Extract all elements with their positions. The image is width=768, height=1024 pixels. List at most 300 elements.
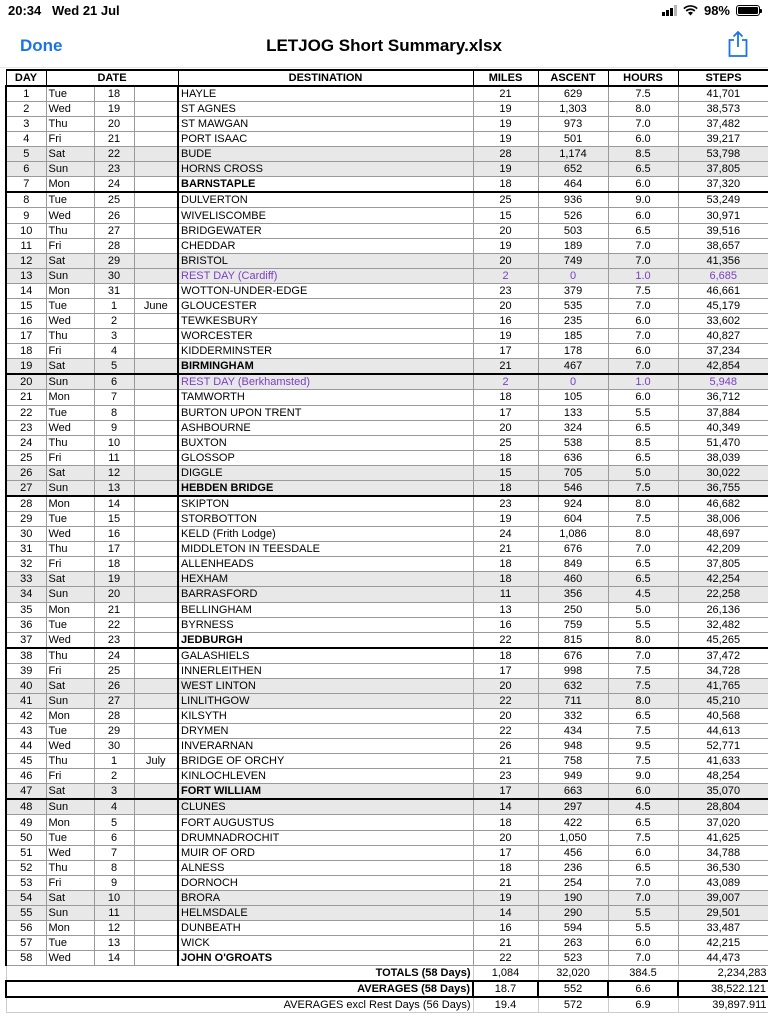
cell-miles[interactable]: 19: [473, 890, 538, 905]
cell-day[interactable]: 25: [6, 450, 46, 465]
cell-destination[interactable]: FORT WILLIAM: [178, 784, 473, 800]
cell-ascent[interactable]: 604: [538, 511, 608, 526]
cell-miles[interactable]: 22: [473, 724, 538, 739]
cell-steps[interactable]: 44,473: [678, 951, 768, 966]
cell-weekday[interactable]: Sun: [46, 480, 94, 496]
cell-ascent[interactable]: 105: [538, 390, 608, 405]
cell-miles[interactable]: 17: [473, 663, 538, 678]
cell-steps[interactable]: 45,179: [678, 299, 768, 314]
cell-month[interactable]: [134, 132, 178, 147]
cell-weekday[interactable]: Wed: [46, 314, 94, 329]
cell-destination[interactable]: SKIPTON: [178, 496, 473, 512]
cell-weekday[interactable]: Fri: [46, 875, 94, 890]
cell-miles[interactable]: 18: [473, 390, 538, 405]
cell-month[interactable]: [134, 845, 178, 860]
cell-miles[interactable]: 23: [473, 496, 538, 512]
header-destination[interactable]: DESTINATION: [178, 70, 473, 86]
cell-hours[interactable]: 6.0: [608, 936, 678, 951]
cell-ascent[interactable]: 815: [538, 632, 608, 648]
cell-date[interactable]: 16: [94, 527, 134, 542]
cell-weekday[interactable]: Wed: [46, 739, 94, 754]
cell-destination[interactable]: CHEDDAR: [178, 238, 473, 253]
cell-miles[interactable]: 20: [473, 223, 538, 238]
cell-miles[interactable]: 19: [473, 132, 538, 147]
cell-hours[interactable]: 7.0: [608, 951, 678, 966]
cell-weekday[interactable]: Tue: [46, 511, 94, 526]
cell-month[interactable]: [134, 496, 178, 512]
cell-miles[interactable]: 18: [473, 480, 538, 496]
cell-ascent[interactable]: 501: [538, 132, 608, 147]
cell-month[interactable]: [134, 405, 178, 420]
cell-day[interactable]: 40: [6, 678, 46, 693]
cell-hours[interactable]: 7.0: [608, 253, 678, 268]
cell-steps[interactable]: 44,613: [678, 724, 768, 739]
cell-day[interactable]: 50: [6, 830, 46, 845]
cell-weekday[interactable]: Tue: [46, 192, 94, 208]
cell-destination[interactable]: BUXTON: [178, 435, 473, 450]
cell-date[interactable]: 21: [94, 132, 134, 147]
cell-weekday[interactable]: Mon: [46, 709, 94, 724]
cell-ascent[interactable]: 1,086: [538, 527, 608, 542]
cell-date[interactable]: 11: [94, 906, 134, 921]
cell-hours[interactable]: 8.5: [608, 147, 678, 162]
cell-ascent[interactable]: 632: [538, 678, 608, 693]
cell-miles[interactable]: 16: [473, 617, 538, 632]
cell-date[interactable]: 8: [94, 405, 134, 420]
cell-day[interactable]: 12: [6, 253, 46, 268]
cell-destination[interactable]: KINLOCHLEVEN: [178, 769, 473, 784]
cell-steps[interactable]: 39,217: [678, 132, 768, 147]
cell-weekday[interactable]: Sat: [46, 147, 94, 162]
cell-steps[interactable]: 36,530: [678, 860, 768, 875]
cell-destination[interactable]: INNERLEITHEN: [178, 663, 473, 678]
cell-hours[interactable]: 7.5: [608, 663, 678, 678]
cell-miles[interactable]: 16: [473, 314, 538, 329]
cell-destination[interactable]: ST AGNES: [178, 102, 473, 117]
cell-hours[interactable]: 7.0: [608, 117, 678, 132]
cell-date[interactable]: 24: [94, 177, 134, 193]
cell-steps[interactable]: 42,215: [678, 936, 768, 951]
cell-ascent[interactable]: 503: [538, 223, 608, 238]
cell-steps[interactable]: 48,697: [678, 527, 768, 542]
cell-month[interactable]: [134, 268, 178, 283]
cell-date[interactable]: 6: [94, 374, 134, 390]
cell-month[interactable]: [134, 678, 178, 693]
cell-destination[interactable]: HEXHAM: [178, 572, 473, 587]
summary-steps[interactable]: 2,234,283: [678, 966, 768, 982]
cell-month[interactable]: [134, 663, 178, 678]
cell-date[interactable]: 12: [94, 465, 134, 480]
cell-day[interactable]: 37: [6, 632, 46, 648]
cell-weekday[interactable]: Wed: [46, 632, 94, 648]
cell-miles[interactable]: 13: [473, 602, 538, 617]
cell-day[interactable]: 20: [6, 374, 46, 390]
cell-weekday[interactable]: Mon: [46, 390, 94, 405]
cell-ascent[interactable]: 676: [538, 542, 608, 557]
cell-weekday[interactable]: Fri: [46, 344, 94, 359]
cell-hours[interactable]: 6.5: [608, 815, 678, 830]
cell-day[interactable]: 54: [6, 890, 46, 905]
cell-weekday[interactable]: Sun: [46, 906, 94, 921]
cell-ascent[interactable]: 663: [538, 784, 608, 800]
cell-destination[interactable]: LINLITHGOW: [178, 693, 473, 708]
cell-month[interactable]: [134, 693, 178, 708]
cell-weekday[interactable]: Tue: [46, 86, 94, 102]
cell-month[interactable]: [134, 208, 178, 223]
cell-steps[interactable]: 48,254: [678, 769, 768, 784]
cell-ascent[interactable]: 379: [538, 283, 608, 298]
cell-steps[interactable]: 36,755: [678, 480, 768, 496]
cell-hours[interactable]: 7.5: [608, 830, 678, 845]
cell-ascent[interactable]: 546: [538, 480, 608, 496]
cell-hours[interactable]: 8.0: [608, 693, 678, 708]
cell-hours[interactable]: 6.5: [608, 223, 678, 238]
cell-hours[interactable]: 9.0: [608, 192, 678, 208]
cell-day[interactable]: 34: [6, 587, 46, 602]
cell-destination[interactable]: FORT AUGUSTUS: [178, 815, 473, 830]
cell-ascent[interactable]: 0: [538, 374, 608, 390]
cell-steps[interactable]: 43,089: [678, 875, 768, 890]
cell-hours[interactable]: 6.0: [608, 845, 678, 860]
cell-weekday[interactable]: Thu: [46, 329, 94, 344]
cell-ascent[interactable]: 190: [538, 890, 608, 905]
cell-steps[interactable]: 45,210: [678, 693, 768, 708]
cell-weekday[interactable]: Wed: [46, 951, 94, 966]
cell-miles[interactable]: 16: [473, 921, 538, 936]
cell-destination[interactable]: ALLENHEADS: [178, 557, 473, 572]
cell-destination[interactable]: CLUNES: [178, 799, 473, 815]
cell-month[interactable]: [134, 830, 178, 845]
cell-steps[interactable]: 38,573: [678, 102, 768, 117]
cell-miles[interactable]: 14: [473, 906, 538, 921]
cell-day[interactable]: 30: [6, 527, 46, 542]
cell-ascent[interactable]: 629: [538, 86, 608, 102]
done-button[interactable]: Done: [20, 36, 63, 55]
cell-miles[interactable]: 2: [473, 374, 538, 390]
cell-miles[interactable]: 24: [473, 527, 538, 542]
cell-weekday[interactable]: Sat: [46, 890, 94, 905]
cell-month[interactable]: [134, 147, 178, 162]
cell-destination[interactable]: DORNOCH: [178, 875, 473, 890]
cell-ascent[interactable]: 356: [538, 587, 608, 602]
cell-ascent[interactable]: 297: [538, 799, 608, 815]
cell-ascent[interactable]: 250: [538, 602, 608, 617]
cell-miles[interactable]: 18: [473, 557, 538, 572]
cell-hours[interactable]: 5.0: [608, 602, 678, 617]
cell-date[interactable]: 27: [94, 693, 134, 708]
cell-ascent[interactable]: 324: [538, 420, 608, 435]
cell-day[interactable]: 7: [6, 177, 46, 193]
cell-month[interactable]: [134, 784, 178, 800]
cell-date[interactable]: 29: [94, 724, 134, 739]
cell-hours[interactable]: 6.5: [608, 572, 678, 587]
cell-day[interactable]: 14: [6, 283, 46, 298]
cell-destination[interactable]: HORNS CROSS: [178, 162, 473, 177]
cell-destination[interactable]: HAYLE: [178, 86, 473, 102]
cell-date[interactable]: 19: [94, 572, 134, 587]
cell-month[interactable]: [134, 815, 178, 830]
cell-day[interactable]: 4: [6, 132, 46, 147]
cell-day[interactable]: 53: [6, 875, 46, 890]
cell-day[interactable]: 48: [6, 799, 46, 815]
cell-month[interactable]: [134, 162, 178, 177]
cell-hours[interactable]: 7.0: [608, 329, 678, 344]
cell-weekday[interactable]: Fri: [46, 450, 94, 465]
cell-day[interactable]: 15: [6, 299, 46, 314]
cell-destination[interactable]: HEBDEN BRIDGE: [178, 480, 473, 496]
cell-weekday[interactable]: Mon: [46, 921, 94, 936]
cell-ascent[interactable]: 535: [538, 299, 608, 314]
cell-day[interactable]: 45: [6, 754, 46, 769]
cell-month[interactable]: [134, 420, 178, 435]
cell-steps[interactable]: 41,625: [678, 830, 768, 845]
cell-day[interactable]: 10: [6, 223, 46, 238]
cell-destination[interactable]: BURTON UPON TRENT: [178, 405, 473, 420]
cell-date[interactable]: 7: [94, 845, 134, 860]
cell-miles[interactable]: 20: [473, 253, 538, 268]
cell-miles[interactable]: 21: [473, 359, 538, 375]
cell-date[interactable]: 1: [94, 754, 134, 769]
cell-hours[interactable]: 7.0: [608, 890, 678, 905]
cell-day[interactable]: 31: [6, 542, 46, 557]
cell-miles[interactable]: 21: [473, 754, 538, 769]
cell-steps[interactable]: 37,805: [678, 557, 768, 572]
summary-miles[interactable]: 18.7: [473, 981, 538, 997]
cell-month[interactable]: [134, 921, 178, 936]
cell-day[interactable]: 16: [6, 314, 46, 329]
cell-day[interactable]: 41: [6, 693, 46, 708]
cell-destination[interactable]: GLOUCESTER: [178, 299, 473, 314]
cell-steps[interactable]: 39,007: [678, 890, 768, 905]
cell-month[interactable]: [134, 709, 178, 724]
cell-ascent[interactable]: 749: [538, 253, 608, 268]
cell-month[interactable]: [134, 511, 178, 526]
cell-ascent[interactable]: 189: [538, 238, 608, 253]
cell-hours[interactable]: 8.0: [608, 102, 678, 117]
cell-ascent[interactable]: 676: [538, 648, 608, 664]
cell-day[interactable]: 33: [6, 572, 46, 587]
cell-weekday[interactable]: Tue: [46, 405, 94, 420]
cell-date[interactable]: 21: [94, 602, 134, 617]
cell-month[interactable]: [134, 936, 178, 951]
cell-hours[interactable]: 7.5: [608, 754, 678, 769]
cell-month[interactable]: [134, 951, 178, 966]
cell-weekday[interactable]: Mon: [46, 177, 94, 193]
cell-day[interactable]: 42: [6, 709, 46, 724]
cell-steps[interactable]: 22,258: [678, 587, 768, 602]
cell-steps[interactable]: 28,804: [678, 799, 768, 815]
cell-miles[interactable]: 25: [473, 435, 538, 450]
cell-miles[interactable]: 17: [473, 845, 538, 860]
cell-hours[interactable]: 7.5: [608, 724, 678, 739]
cell-destination[interactable]: REST DAY (Cardiff): [178, 268, 473, 283]
cell-weekday[interactable]: Thu: [46, 117, 94, 132]
cell-miles[interactable]: 18: [473, 450, 538, 465]
cell-destination[interactable]: BRIDGEWATER: [178, 223, 473, 238]
cell-destination[interactable]: DULVERTON: [178, 192, 473, 208]
cell-hours[interactable]: 6.0: [608, 784, 678, 800]
cell-month[interactable]: [134, 602, 178, 617]
cell-day[interactable]: 17: [6, 329, 46, 344]
cell-hours[interactable]: 5.5: [608, 906, 678, 921]
cell-miles[interactable]: 17: [473, 344, 538, 359]
cell-ascent[interactable]: 464: [538, 177, 608, 193]
cell-date[interactable]: 18: [94, 86, 134, 102]
cell-miles[interactable]: 19: [473, 329, 538, 344]
cell-month[interactable]: [134, 102, 178, 117]
cell-miles[interactable]: 19: [473, 102, 538, 117]
cell-weekday[interactable]: Fri: [46, 132, 94, 147]
cell-month[interactable]: July: [134, 754, 178, 769]
cell-destination[interactable]: BRIDGE OF ORCHY: [178, 754, 473, 769]
cell-hours[interactable]: 7.0: [608, 238, 678, 253]
cell-date[interactable]: 23: [94, 162, 134, 177]
cell-weekday[interactable]: Sun: [46, 693, 94, 708]
cell-month[interactable]: [134, 875, 178, 890]
cell-date[interactable]: 10: [94, 890, 134, 905]
cell-day[interactable]: 19: [6, 359, 46, 375]
cell-month[interactable]: [134, 724, 178, 739]
cell-steps[interactable]: 6,685: [678, 268, 768, 283]
cell-date[interactable]: 28: [94, 238, 134, 253]
cell-date[interactable]: 20: [94, 117, 134, 132]
summary-steps[interactable]: 38,522.121: [678, 981, 768, 997]
cell-month[interactable]: [134, 374, 178, 390]
cell-steps[interactable]: 37,482: [678, 117, 768, 132]
cell-hours[interactable]: 7.0: [608, 299, 678, 314]
cell-date[interactable]: 9: [94, 875, 134, 890]
cell-steps[interactable]: 37,234: [678, 344, 768, 359]
cell-month[interactable]: [134, 192, 178, 208]
cell-steps[interactable]: 45,265: [678, 632, 768, 648]
cell-steps[interactable]: 41,701: [678, 86, 768, 102]
cell-month[interactable]: [134, 450, 178, 465]
cell-day[interactable]: 36: [6, 617, 46, 632]
cell-steps[interactable]: 51,470: [678, 435, 768, 450]
cell-date[interactable]: 8: [94, 860, 134, 875]
cell-steps[interactable]: 36,712: [678, 390, 768, 405]
cell-steps[interactable]: 37,020: [678, 815, 768, 830]
cell-date[interactable]: 19: [94, 102, 134, 117]
cell-destination[interactable]: REST DAY (Berkhamsted): [178, 374, 473, 390]
summary-label[interactable]: AVERAGES excl Rest Days (56 Days): [6, 997, 473, 1013]
cell-ascent[interactable]: 594: [538, 921, 608, 936]
cell-hours[interactable]: 6.0: [608, 390, 678, 405]
cell-steps[interactable]: 37,805: [678, 162, 768, 177]
cell-weekday[interactable]: Sun: [46, 799, 94, 815]
cell-weekday[interactable]: Tue: [46, 936, 94, 951]
cell-ascent[interactable]: 652: [538, 162, 608, 177]
cell-miles[interactable]: 2: [473, 268, 538, 283]
cell-ascent[interactable]: 1,050: [538, 830, 608, 845]
cell-month[interactable]: [134, 799, 178, 815]
cell-steps[interactable]: 40,568: [678, 709, 768, 724]
cell-miles[interactable]: 15: [473, 465, 538, 480]
cell-miles[interactable]: 11: [473, 587, 538, 602]
cell-date[interactable]: 27: [94, 223, 134, 238]
cell-date[interactable]: 24: [94, 648, 134, 664]
cell-ascent[interactable]: 759: [538, 617, 608, 632]
cell-destination[interactable]: JEDBURGH: [178, 632, 473, 648]
cell-miles[interactable]: 19: [473, 511, 538, 526]
cell-date[interactable]: 4: [94, 799, 134, 815]
cell-steps[interactable]: 37,472: [678, 648, 768, 664]
cell-ascent[interactable]: 185: [538, 329, 608, 344]
cell-month[interactable]: [134, 890, 178, 905]
cell-day[interactable]: 28: [6, 496, 46, 512]
cell-hours[interactable]: 5.5: [608, 405, 678, 420]
cell-hours[interactable]: 7.5: [608, 283, 678, 298]
cell-day[interactable]: 43: [6, 724, 46, 739]
cell-ascent[interactable]: 290: [538, 906, 608, 921]
cell-weekday[interactable]: Tue: [46, 724, 94, 739]
cell-miles[interactable]: 20: [473, 299, 538, 314]
summary-hours[interactable]: 6.9: [608, 997, 678, 1013]
cell-steps[interactable]: 30,971: [678, 208, 768, 223]
cell-date[interactable]: 5: [94, 815, 134, 830]
cell-ascent[interactable]: 456: [538, 845, 608, 860]
cell-steps[interactable]: 37,320: [678, 177, 768, 193]
cell-miles[interactable]: 21: [473, 875, 538, 890]
cell-day[interactable]: 38: [6, 648, 46, 664]
cell-steps[interactable]: 37,884: [678, 405, 768, 420]
cell-day[interactable]: 23: [6, 420, 46, 435]
cell-ascent[interactable]: 1,174: [538, 147, 608, 162]
cell-day[interactable]: 51: [6, 845, 46, 860]
cell-weekday[interactable]: Thu: [46, 860, 94, 875]
cell-weekday[interactable]: Thu: [46, 223, 94, 238]
cell-weekday[interactable]: Tue: [46, 299, 94, 314]
cell-steps[interactable]: 26,136: [678, 602, 768, 617]
cell-weekday[interactable]: Sat: [46, 784, 94, 800]
cell-steps[interactable]: 53,249: [678, 192, 768, 208]
cell-day[interactable]: 52: [6, 860, 46, 875]
cell-destination[interactable]: WICK: [178, 936, 473, 951]
cell-date[interactable]: 4: [94, 344, 134, 359]
cell-hours[interactable]: 8.0: [608, 496, 678, 512]
cell-weekday[interactable]: Thu: [46, 542, 94, 557]
cell-day[interactable]: 46: [6, 769, 46, 784]
cell-hours[interactable]: 1.0: [608, 374, 678, 390]
cell-steps[interactable]: 30,022: [678, 465, 768, 480]
cell-month[interactable]: June: [134, 299, 178, 314]
cell-miles[interactable]: 22: [473, 632, 538, 648]
cell-destination[interactable]: JOHN O'GROATS: [178, 951, 473, 966]
cell-date[interactable]: 14: [94, 951, 134, 966]
cell-month[interactable]: [134, 283, 178, 298]
cell-day[interactable]: 13: [6, 268, 46, 283]
header-ascent[interactable]: ASCENT: [538, 70, 608, 86]
cell-ascent[interactable]: 526: [538, 208, 608, 223]
cell-date[interactable]: 3: [94, 784, 134, 800]
cell-miles[interactable]: 18: [473, 860, 538, 875]
cell-weekday[interactable]: Fri: [46, 557, 94, 572]
cell-destination[interactable]: GALASHIELS: [178, 648, 473, 664]
cell-weekday[interactable]: Wed: [46, 845, 94, 860]
cell-month[interactable]: [134, 238, 178, 253]
cell-month[interactable]: [134, 906, 178, 921]
cell-ascent[interactable]: 133: [538, 405, 608, 420]
cell-destination[interactable]: WORCESTER: [178, 329, 473, 344]
cell-day[interactable]: 56: [6, 921, 46, 936]
cell-month[interactable]: [134, 480, 178, 496]
cell-day[interactable]: 27: [6, 480, 46, 496]
cell-weekday[interactable]: Sat: [46, 253, 94, 268]
cell-date[interactable]: 20: [94, 587, 134, 602]
cell-month[interactable]: [134, 632, 178, 648]
cell-weekday[interactable]: Thu: [46, 648, 94, 664]
cell-weekday[interactable]: Sat: [46, 465, 94, 480]
